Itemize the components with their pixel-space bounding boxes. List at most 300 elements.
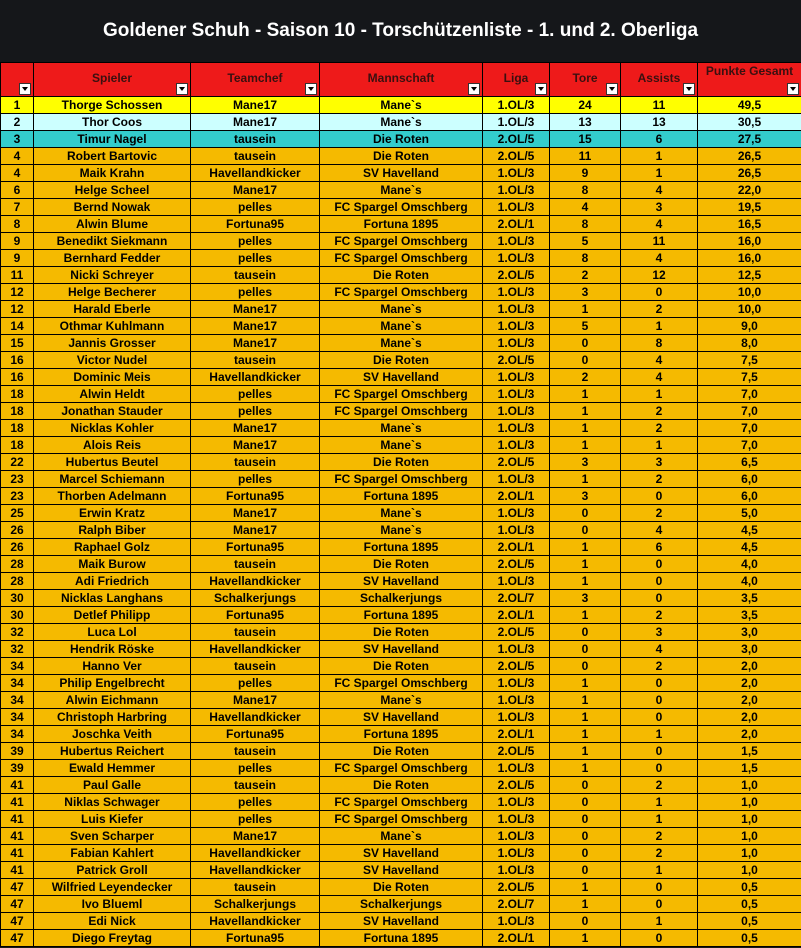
table-row (1, 692, 801, 709)
tore-cell: 15 (550, 131, 621, 148)
table-row (1, 743, 801, 760)
column-header-label: Liga (503, 71, 529, 85)
assists-cell: 0 (621, 284, 698, 301)
rank-cell: 18 (1, 420, 34, 437)
tore-cell: 1 (550, 930, 621, 947)
teamchef-cell: Havellandkicker (191, 913, 320, 930)
teamchef-cell: Mane17 (191, 522, 320, 539)
liga-cell: 2.OL/1 (483, 607, 550, 624)
spieler-cell: Nicklas Kohler (34, 420, 191, 437)
assists-cell: 0 (621, 692, 698, 709)
rank-cell: 4 (1, 165, 34, 182)
spieler-cell: Sven Scharper (34, 828, 191, 845)
teamchef-cell: pelles (191, 471, 320, 488)
table-row (1, 777, 801, 794)
liga-cell: 2.OL/5 (483, 879, 550, 896)
assists-cell: 4 (621, 522, 698, 539)
liga-cell: 1.OL/3 (483, 641, 550, 658)
tore-cell: 1 (550, 301, 621, 318)
mannschaft-cell: Die Roten (320, 777, 483, 794)
spieler-cell: Othmar Kuhlmann (34, 318, 191, 335)
rank-cell: 34 (1, 709, 34, 726)
column-header-label: Punkte Gesamt (705, 64, 794, 78)
table-row (1, 675, 801, 692)
tore-cell: 5 (550, 233, 621, 250)
rank-cell: 47 (1, 913, 34, 930)
table-row (1, 607, 801, 624)
spieler-cell: Ralph Biber (34, 522, 191, 539)
mannschaft-cell: Die Roten (320, 556, 483, 573)
spieler-cell: Luca Lol (34, 624, 191, 641)
spieler-cell: Jannis Grosser (34, 335, 191, 352)
tore-cell: 2 (550, 369, 621, 386)
mannschaft-cell: SV Havelland (320, 165, 483, 182)
tore-cell: 1 (550, 556, 621, 573)
spieler-cell: Maik Burow (34, 556, 191, 573)
assists-cell: 12 (621, 267, 698, 284)
punkte-cell: 1,0 (698, 845, 801, 862)
rank-cell: 23 (1, 471, 34, 488)
liga-cell: 1.OL/3 (483, 250, 550, 267)
assists-cell: 1 (621, 862, 698, 879)
rank-cell: 34 (1, 675, 34, 692)
title-bar (0, 0, 801, 62)
tore-cell: 3 (550, 454, 621, 471)
mannschaft-cell: SV Havelland (320, 913, 483, 930)
liga-cell: 2.OL/7 (483, 590, 550, 607)
assists-cell: 2 (621, 607, 698, 624)
rank-cell: 16 (1, 369, 34, 386)
rank-cell: 12 (1, 301, 34, 318)
rank-cell: 34 (1, 726, 34, 743)
liga-cell: 2.OL/5 (483, 624, 550, 641)
punkte-cell: 8,0 (698, 335, 801, 352)
table-row (1, 726, 801, 743)
punkte-cell: 22,0 (698, 182, 801, 199)
table-row (1, 845, 801, 862)
teamchef-cell: Havellandkicker (191, 845, 320, 862)
liga-cell: 1.OL/3 (483, 420, 550, 437)
punkte-cell: 2,0 (698, 658, 801, 675)
scorer-table (0, 62, 801, 947)
punkte-cell: 4,5 (698, 539, 801, 556)
tore-cell: 1 (550, 709, 621, 726)
spieler-cell: Hubertus Reichert (34, 743, 191, 760)
liga-cell: 2.OL/1 (483, 930, 550, 947)
rank-cell: 26 (1, 539, 34, 556)
teamchef-cell: pelles (191, 794, 320, 811)
filter-dropdown-icon[interactable] (535, 83, 547, 95)
liga-cell: 2.OL/5 (483, 131, 550, 148)
spieler-cell: Hanno Ver (34, 658, 191, 675)
table-row (1, 318, 801, 335)
rank-cell: 39 (1, 743, 34, 760)
teamchef-cell: tausein (191, 624, 320, 641)
punkte-cell: 7,0 (698, 437, 801, 454)
mannschaft-cell: Die Roten (320, 352, 483, 369)
liga-cell: 1.OL/3 (483, 233, 550, 250)
tore-cell: 3 (550, 590, 621, 607)
punkte-cell: 9,0 (698, 318, 801, 335)
table-row (1, 165, 801, 182)
tore-cell: 9 (550, 165, 621, 182)
spieler-cell: Helge Becherer (34, 284, 191, 301)
spieler-cell: Raphael Golz (34, 539, 191, 556)
tore-cell: 0 (550, 641, 621, 658)
liga-cell: 1.OL/3 (483, 913, 550, 930)
filter-dropdown-icon[interactable] (176, 83, 188, 95)
liga-cell: 1.OL/3 (483, 692, 550, 709)
punkte-cell: 1,0 (698, 777, 801, 794)
table-row (1, 471, 801, 488)
rank-cell: 8 (1, 216, 34, 233)
teamchef-cell: pelles (191, 250, 320, 267)
tore-cell: 1 (550, 471, 621, 488)
punkte-cell: 16,5 (698, 216, 801, 233)
table-row (1, 828, 801, 845)
spieler-cell: Bernd Nowak (34, 199, 191, 216)
punkte-cell: 1,5 (698, 743, 801, 760)
liga-cell: 1.OL/3 (483, 862, 550, 879)
liga-cell: 1.OL/3 (483, 573, 550, 590)
punkte-cell: 30,5 (698, 114, 801, 131)
table-row (1, 760, 801, 777)
rank-cell: 28 (1, 573, 34, 590)
tore-cell: 0 (550, 352, 621, 369)
teamchef-cell: Mane17 (191, 182, 320, 199)
liga-cell: 1.OL/3 (483, 318, 550, 335)
tore-cell: 0 (550, 828, 621, 845)
rank-cell: 7 (1, 199, 34, 216)
assists-cell: 11 (621, 233, 698, 250)
rank-cell: 18 (1, 437, 34, 454)
teamchef-cell: Fortuna95 (191, 930, 320, 947)
tore-cell: 1 (550, 420, 621, 437)
table-row (1, 573, 801, 590)
rank-cell: 41 (1, 845, 34, 862)
spieler-cell: Jonathan Stauder (34, 403, 191, 420)
tore-cell: 8 (550, 182, 621, 199)
spieler-cell: Thor Coos (34, 114, 191, 131)
assists-cell: 0 (621, 556, 698, 573)
filter-dropdown-icon[interactable] (468, 83, 480, 95)
assists-cell: 1 (621, 811, 698, 828)
table-row (1, 335, 801, 352)
column-header-teamchef (191, 63, 320, 97)
tore-cell: 0 (550, 913, 621, 930)
liga-cell: 1.OL/3 (483, 386, 550, 403)
mannschaft-cell: FC Spargel Omschberg (320, 675, 483, 692)
spieler-cell: Ewald Hemmer (34, 760, 191, 777)
column-header-mannschaft (320, 63, 483, 97)
mannschaft-cell: Die Roten (320, 454, 483, 471)
tore-cell: 0 (550, 658, 621, 675)
assists-cell: 0 (621, 590, 698, 607)
assists-cell: 0 (621, 879, 698, 896)
mannschaft-cell: Fortuna 1895 (320, 488, 483, 505)
mannschaft-cell: SV Havelland (320, 862, 483, 879)
assists-cell: 3 (621, 454, 698, 471)
spieler-cell: Benedikt Siekmann (34, 233, 191, 250)
tore-cell: 1 (550, 760, 621, 777)
table-row (1, 250, 801, 267)
table-row (1, 879, 801, 896)
teamchef-cell: Mane17 (191, 114, 320, 131)
mannschaft-cell: Die Roten (320, 624, 483, 641)
rank-cell: 12 (1, 284, 34, 301)
liga-cell: 2.OL/5 (483, 352, 550, 369)
spieler-cell: Edi Nick (34, 913, 191, 930)
rank-cell: 14 (1, 318, 34, 335)
table-row (1, 590, 801, 607)
rank-cell: 26 (1, 522, 34, 539)
spieler-cell: Helge Scheel (34, 182, 191, 199)
liga-cell: 1.OL/3 (483, 828, 550, 845)
mannschaft-cell: Mane`s (320, 318, 483, 335)
punkte-cell: 1,0 (698, 862, 801, 879)
spieler-cell: Niklas Schwager (34, 794, 191, 811)
assists-cell: 0 (621, 930, 698, 947)
assists-cell: 2 (621, 471, 698, 488)
table-row (1, 709, 801, 726)
filter-dropdown-icon[interactable] (683, 83, 695, 95)
mannschaft-cell: Mane`s (320, 522, 483, 539)
spieler-cell: Patrick Groll (34, 862, 191, 879)
punkte-cell: 0,5 (698, 930, 801, 947)
column-header-label: Mannschaft (367, 71, 435, 85)
spieler-cell: Marcel Schiemann (34, 471, 191, 488)
mannschaft-cell: Schalkerjungs (320, 896, 483, 913)
assists-cell: 0 (621, 573, 698, 590)
assists-cell: 2 (621, 845, 698, 862)
tore-cell: 1 (550, 879, 621, 896)
tore-cell: 1 (550, 675, 621, 692)
rank-cell: 30 (1, 607, 34, 624)
punkte-cell: 7,5 (698, 352, 801, 369)
teamchef-cell: Mane17 (191, 420, 320, 437)
mannschaft-cell: FC Spargel Omschberg (320, 403, 483, 420)
rank-cell: 9 (1, 250, 34, 267)
spieler-cell: Hubertus Beutel (34, 454, 191, 471)
liga-cell: 1.OL/3 (483, 437, 550, 454)
spieler-cell: Alwin Heldt (34, 386, 191, 403)
tore-cell: 1 (550, 403, 621, 420)
assists-cell: 6 (621, 131, 698, 148)
teamchef-cell: Havellandkicker (191, 862, 320, 879)
liga-cell: 1.OL/3 (483, 845, 550, 862)
teamchef-cell: tausein (191, 743, 320, 760)
mannschaft-cell: Die Roten (320, 267, 483, 284)
tore-cell: 3 (550, 488, 621, 505)
rank-cell: 28 (1, 556, 34, 573)
assists-cell: 0 (621, 896, 698, 913)
punkte-cell: 0,5 (698, 913, 801, 930)
assists-cell: 1 (621, 318, 698, 335)
spieler-cell: Ivo Blueml (34, 896, 191, 913)
punkte-cell: 2,0 (698, 709, 801, 726)
spieler-cell: Wilfried Leyendecker (34, 879, 191, 896)
mannschaft-cell: Mane`s (320, 182, 483, 199)
tore-cell: 0 (550, 505, 621, 522)
punkte-cell: 26,5 (698, 148, 801, 165)
punkte-cell: 3,0 (698, 624, 801, 641)
assists-cell: 2 (621, 777, 698, 794)
tore-cell: 1 (550, 607, 621, 624)
assists-cell: 3 (621, 199, 698, 216)
liga-cell: 1.OL/3 (483, 522, 550, 539)
mannschaft-cell: FC Spargel Omschberg (320, 471, 483, 488)
assists-cell: 6 (621, 539, 698, 556)
table-row (1, 369, 801, 386)
rank-cell: 47 (1, 930, 34, 947)
assists-cell: 0 (621, 709, 698, 726)
rank-cell: 34 (1, 658, 34, 675)
liga-cell: 1.OL/3 (483, 199, 550, 216)
table-row (1, 131, 801, 148)
teamchef-cell: tausein (191, 658, 320, 675)
spieler-cell: Nicklas Langhans (34, 590, 191, 607)
tore-cell: 0 (550, 794, 621, 811)
tore-cell: 0 (550, 624, 621, 641)
liga-cell: 2.OL/5 (483, 148, 550, 165)
liga-cell: 1.OL/3 (483, 284, 550, 301)
liga-cell: 2.OL/5 (483, 454, 550, 471)
liga-cell: 2.OL/5 (483, 658, 550, 675)
tore-cell: 1 (550, 743, 621, 760)
punkte-cell: 4,5 (698, 522, 801, 539)
liga-cell: 2.OL/1 (483, 216, 550, 233)
teamchef-cell: Mane17 (191, 318, 320, 335)
assists-cell: 0 (621, 675, 698, 692)
assists-cell: 13 (621, 114, 698, 131)
mannschaft-cell: Mane`s (320, 692, 483, 709)
column-header-label: Assists (637, 71, 681, 85)
teamchef-cell: tausein (191, 454, 320, 471)
spieler-cell: Maik Krahn (34, 165, 191, 182)
mannschaft-cell: Die Roten (320, 743, 483, 760)
filter-dropdown-icon[interactable] (19, 83, 31, 95)
rank-cell: 47 (1, 896, 34, 913)
spieler-cell: Timur Nagel (34, 131, 191, 148)
table-row (1, 913, 801, 930)
teamchef-cell: Schalkerjungs (191, 896, 320, 913)
punkte-cell: 2,0 (698, 726, 801, 743)
liga-cell: 1.OL/3 (483, 505, 550, 522)
liga-cell: 1.OL/3 (483, 182, 550, 199)
table-row (1, 641, 801, 658)
table-row (1, 454, 801, 471)
assists-cell: 3 (621, 624, 698, 641)
rank-cell: 6 (1, 182, 34, 199)
mannschaft-cell: Fortuna 1895 (320, 216, 483, 233)
tore-cell: 1 (550, 726, 621, 743)
assists-cell: 0 (621, 488, 698, 505)
punkte-cell: 2,0 (698, 675, 801, 692)
mannschaft-cell: Fortuna 1895 (320, 607, 483, 624)
tore-cell: 2 (550, 267, 621, 284)
punkte-cell: 3,0 (698, 641, 801, 658)
mannschaft-cell: Mane`s (320, 335, 483, 352)
punkte-cell: 7,0 (698, 403, 801, 420)
table-row (1, 505, 801, 522)
rank-cell: 41 (1, 828, 34, 845)
mannschaft-cell: Mane`s (320, 114, 483, 131)
punkte-cell: 26,5 (698, 165, 801, 182)
mannschaft-cell: Mane`s (320, 301, 483, 318)
tore-cell: 1 (550, 896, 621, 913)
filter-dropdown-icon[interactable] (305, 83, 317, 95)
mannschaft-cell: Fortuna 1895 (320, 726, 483, 743)
liga-cell: 1.OL/3 (483, 811, 550, 828)
mannschaft-cell: FC Spargel Omschberg (320, 233, 483, 250)
liga-cell: 2.OL/1 (483, 726, 550, 743)
column-header-spieler (34, 63, 191, 97)
mannschaft-cell: Die Roten (320, 658, 483, 675)
assists-cell: 1 (621, 726, 698, 743)
teamchef-cell: pelles (191, 284, 320, 301)
teamchef-cell: Havellandkicker (191, 641, 320, 658)
spieler-cell: Erwin Kratz (34, 505, 191, 522)
teamchef-cell: Havellandkicker (191, 165, 320, 182)
teamchef-cell: tausein (191, 131, 320, 148)
spieler-cell: Luis Kiefer (34, 811, 191, 828)
assists-cell: 4 (621, 369, 698, 386)
mannschaft-cell: SV Havelland (320, 641, 483, 658)
table-row (1, 437, 801, 454)
liga-cell: 1.OL/3 (483, 335, 550, 352)
mannschaft-cell: FC Spargel Omschberg (320, 811, 483, 828)
rank-cell: 34 (1, 692, 34, 709)
mannschaft-cell: Mane`s (320, 97, 483, 114)
punkte-cell: 16,0 (698, 250, 801, 267)
teamchef-cell: Mane17 (191, 505, 320, 522)
table-row (1, 488, 801, 505)
assists-cell: 4 (621, 250, 698, 267)
liga-cell: 1.OL/3 (483, 760, 550, 777)
table-row (1, 284, 801, 301)
assists-cell: 1 (621, 165, 698, 182)
punkte-cell: 6,0 (698, 488, 801, 505)
mannschaft-cell: FC Spargel Omschberg (320, 199, 483, 216)
liga-cell: 1.OL/3 (483, 369, 550, 386)
rank-cell: 9 (1, 233, 34, 250)
tore-cell: 0 (550, 845, 621, 862)
table-row (1, 386, 801, 403)
liga-cell: 2.OL/5 (483, 777, 550, 794)
spieler-cell: Alwin Blume (34, 216, 191, 233)
assists-cell: 8 (621, 335, 698, 352)
mannschaft-cell: Mane`s (320, 437, 483, 454)
spieler-cell: Diego Freytag (34, 930, 191, 947)
punkte-cell: 4,0 (698, 556, 801, 573)
teamchef-cell: Mane17 (191, 97, 320, 114)
rank-cell: 1 (1, 97, 34, 114)
rank-cell: 32 (1, 624, 34, 641)
assists-cell: 1 (621, 794, 698, 811)
assists-cell: 2 (621, 403, 698, 420)
mannschaft-cell: FC Spargel Omschberg (320, 250, 483, 267)
filter-dropdown-icon[interactable] (606, 83, 618, 95)
teamchef-cell: tausein (191, 267, 320, 284)
spieler-cell: Thorben Adelmann (34, 488, 191, 505)
liga-cell: 2.OL/5 (483, 556, 550, 573)
punkte-cell: 7,5 (698, 369, 801, 386)
filter-dropdown-icon[interactable] (787, 83, 799, 95)
table-row (1, 352, 801, 369)
punkte-cell: 3,5 (698, 607, 801, 624)
table-row (1, 930, 801, 947)
mannschaft-cell: FC Spargel Omschberg (320, 760, 483, 777)
